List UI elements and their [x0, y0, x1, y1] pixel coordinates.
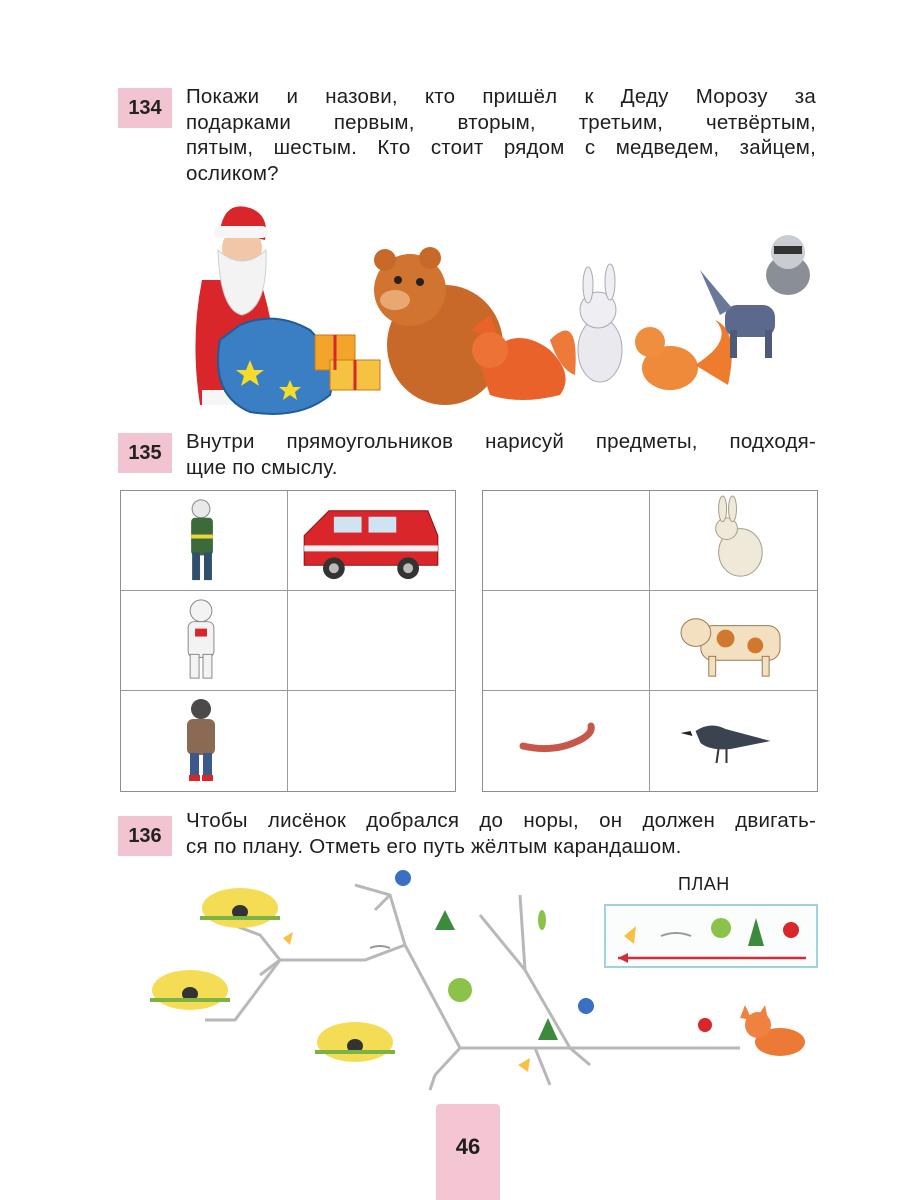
fir-tree-icon: [435, 910, 455, 930]
rabbit-picture: [650, 491, 817, 590]
task-number-badge: [118, 433, 172, 473]
burrow-icon: [315, 1022, 395, 1062]
task-text-line: щие по смыслу.: [186, 455, 338, 479]
task-text: [186, 84, 816, 186]
caterpillar-icon: [538, 910, 546, 930]
polar-explorer-picture: [121, 691, 287, 791]
butterfly-icon: [624, 926, 636, 944]
grass-icon: [370, 946, 390, 948]
grid-cell: [121, 591, 288, 691]
butterfly-icon: [518, 1058, 530, 1072]
grid-cell: [121, 691, 288, 791]
task-number: 136: [128, 824, 162, 847]
matching-grid-right: [482, 490, 818, 792]
plan-title: ПЛАН: [678, 874, 730, 894]
task-number: 134: [128, 96, 162, 119]
task-text-line: осликом?: [186, 161, 279, 185]
task-text-line: пятым, шестым. Кто стоит рядом с медведем, зайцем,: [186, 136, 816, 159]
task-number-badge: [118, 88, 172, 128]
task-text-line: Внутри прямоугольников нарисуй предметы, подходя-: [186, 430, 816, 453]
flower-icon: [578, 998, 594, 1014]
flower-icon: [395, 870, 411, 886]
fir-tree-icon: [748, 918, 764, 946]
task-text-line: ся по плану. Отметь его путь жёлтым карандашом.: [186, 834, 682, 858]
grid-cell: [650, 491, 817, 591]
raccoon-figure: [766, 235, 810, 295]
plan-legend: [604, 904, 818, 968]
grass-icon: [661, 933, 691, 936]
grid-cell: [483, 491, 650, 591]
grid-cell: [650, 691, 817, 791]
crow-picture: [650, 691, 817, 791]
flower-icon: [783, 922, 799, 938]
burrow-icon: [150, 970, 230, 1010]
cow-picture: [650, 591, 817, 690]
matching-grid-left: [120, 490, 456, 792]
fox-cub-figure: [740, 1005, 805, 1056]
flower-icon: [698, 1018, 712, 1032]
butterfly-icon: [283, 932, 293, 945]
santa-and-animals-illustration: [180, 190, 820, 415]
route-map-illustration: [140, 860, 820, 1100]
burrow-icon: [200, 888, 280, 928]
grid-cell: [650, 591, 817, 691]
squirrel-figure: [635, 320, 732, 390]
fire-truck-picture: [288, 491, 455, 590]
task-text-line: Покажи и назови, кто пришёл к Деду Морозу за: [186, 85, 816, 108]
grid-cell: [121, 491, 288, 591]
donkey-figure: [700, 270, 775, 358]
grid-cell: [288, 491, 455, 591]
grid-cell: [483, 591, 650, 691]
firefighter-picture: [121, 491, 287, 590]
task-text-line: Чтобы лисёнок добрался до норы, он должен двигать-: [186, 809, 816, 832]
task-text: [186, 429, 816, 480]
task-text-line: подарками первым, вторым, третьим, четвёртым,: [186, 110, 816, 134]
task-text: [186, 808, 816, 859]
task-number: 135: [128, 441, 162, 464]
tree-icon: [448, 978, 472, 1002]
task-number-badge: [118, 816, 172, 856]
grid-cell: [483, 691, 650, 791]
astronaut-picture: [121, 591, 287, 690]
plan-sequence: [606, 906, 816, 966]
hare-figure: [578, 264, 622, 382]
grid-cell: [288, 691, 455, 791]
page-number: 46: [455, 1134, 481, 1159]
grid-cell: [288, 591, 455, 691]
tree-icon: [711, 918, 731, 938]
earthworm-picture: [483, 691, 649, 791]
